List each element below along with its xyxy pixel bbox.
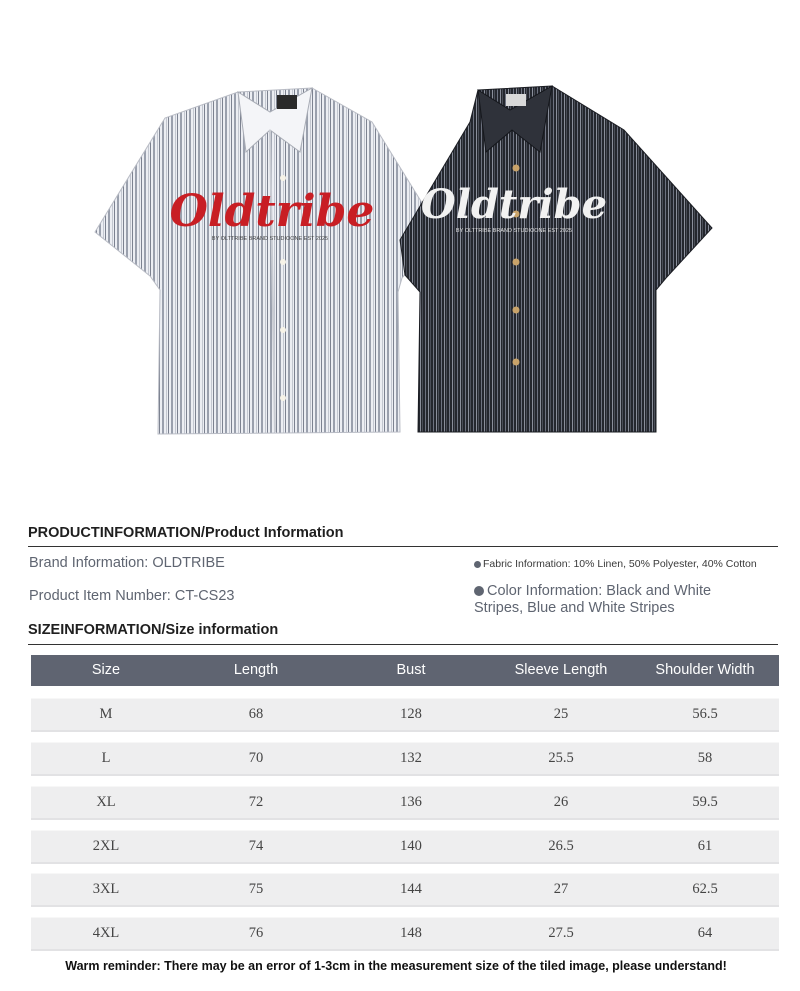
cell-size: L	[101, 750, 111, 766]
cell-sleeve-length: 27.5	[548, 925, 574, 941]
cell-sleeve-length: 26	[553, 794, 569, 810]
cell-length: 76	[248, 925, 264, 941]
cell-shoulder-width: 62.5	[692, 881, 718, 897]
table-row	[31, 917, 779, 949]
cell-size: 3XL	[92, 881, 120, 897]
color-info-1: Color Information: Black and White	[487, 583, 712, 599]
cell-size: M	[99, 706, 113, 722]
cell-length: 70	[248, 750, 264, 766]
cell-length: 74	[248, 838, 264, 854]
cell-bust: 140	[400, 838, 422, 854]
header-bust: Bust	[396, 662, 426, 678]
header-size: Size	[91, 662, 121, 678]
cell-length: 68	[248, 706, 264, 722]
bullet-icon	[474, 561, 481, 568]
brand-info: Brand Information: OLDTRIBE	[29, 555, 225, 571]
cell-bust: 144	[400, 881, 422, 897]
size-table-header	[31, 655, 779, 686]
size-info-divider	[28, 644, 778, 645]
cell-bust: 148	[400, 925, 422, 941]
left-shirt-logo: Oldtribe	[169, 186, 375, 237]
size-info-title: SIZEINFORMATION/Size information	[28, 622, 279, 638]
fabric-info: Fabric Information: 10% Linen, 50% Polyester, 40% Cotton	[483, 558, 757, 570]
table-row	[31, 786, 779, 818]
dark-stripe-shirt	[400, 86, 712, 432]
header-length: Length	[233, 662, 279, 678]
header-sleeve-length: Sleeve Length	[514, 662, 608, 678]
cell-shoulder-width: 64	[697, 925, 713, 941]
bullet-icon	[474, 586, 484, 596]
cell-shoulder-width: 61	[697, 838, 713, 854]
cell-length: 75	[248, 881, 264, 897]
right-shirt-sub: BY OLTTRIBE BRAND STUDIOONE EST 2025	[455, 228, 573, 234]
table-row	[31, 742, 779, 774]
light-stripe-shirt	[95, 88, 440, 434]
cell-size: XL	[96, 794, 116, 810]
product-info-title: PRODUCTINFORMATION/Product Information	[28, 525, 344, 541]
product-info-divider	[28, 546, 778, 547]
table-row	[31, 830, 779, 862]
left-shirt-sub: BY OLTTRIBE BRAND STUDIOONE EST 2025	[211, 236, 329, 242]
right-shirt-logo: Oldtribe	[420, 181, 608, 228]
table-row	[31, 873, 779, 905]
cell-size: 4XL	[92, 925, 120, 941]
cell-bust: 132	[400, 750, 422, 766]
cell-sleeve-length: 27	[553, 881, 569, 897]
cell-length: 72	[248, 794, 264, 810]
color-info-2: Stripes, Blue and White Stripes	[474, 600, 675, 616]
cell-sleeve-length: 25.5	[548, 750, 574, 766]
table-row	[31, 698, 779, 730]
cell-size: 2XL	[92, 838, 120, 854]
header-shoulder-width: Shoulder Width	[655, 662, 755, 678]
cell-shoulder-width: 58	[697, 750, 713, 766]
cell-sleeve-length: 25	[553, 706, 569, 722]
warm-reminder: Warm reminder: There may be an error of 1-3cm in the measurement size of the tiled image, please understand!	[65, 959, 727, 973]
cell-bust: 136	[400, 794, 422, 810]
item-number-info: Product Item Number: CT-CS23	[29, 588, 235, 604]
cell-sleeve-length: 26.5	[548, 838, 574, 854]
fabric-info-line	[474, 558, 757, 570]
cell-bust: 128	[400, 706, 422, 722]
cell-shoulder-width: 59.5	[692, 794, 718, 810]
cell-shoulder-width: 56.5	[692, 706, 718, 722]
color-info-line	[474, 583, 711, 617]
